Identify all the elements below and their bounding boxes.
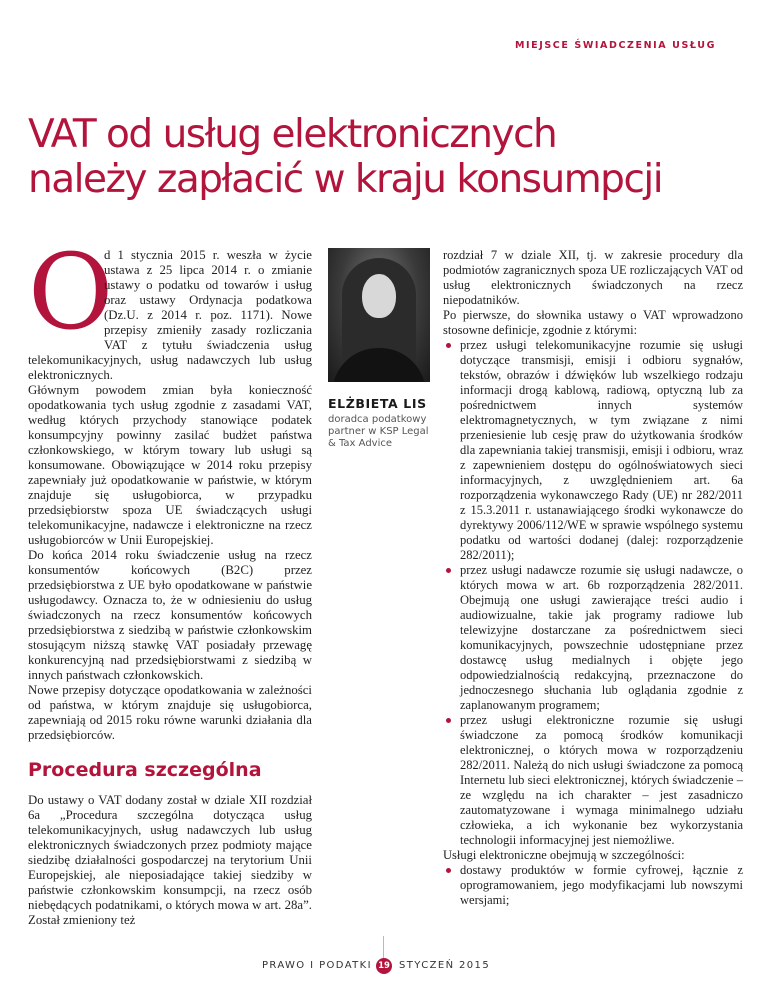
issue-date: STYCZEŃ 2015: [399, 960, 491, 971]
author-photo: [328, 248, 430, 382]
author-role-line: & Tax Advice: [328, 438, 393, 449]
article-title: [28, 112, 748, 202]
left-column: [28, 231, 312, 928]
title-line-1: VAT od usług elektronicznych: [28, 112, 557, 157]
author-role: [328, 414, 430, 450]
list-item: przez usługi telekomunikacyjne rozumie się usługi dotyczące transmisji, emisji i odbioru sygnałów, tekstów, obrazów i dźwięków lub wszelkiego rodzaju informacji drogą kablową, radiową, optyczną lub za pośrednictwem innych systemów elektromagnetycznych, w tym związane z nimi przeniesienie lub cesję praw do użytkowania środków dla zapewniania takiej transmisji, emisji i odbioru, wraz z zapewnieniem dostępu do ogólnoświatowych sieci informacyjnych, z uwzględnieniem art. 6a rozporządzenia wykonawczego Rady (UE) nr 282/2011 z 15.3.2011 r. ustanawiającego środki wykonawcze do dyrektywy 2006/112/WE w sprawie wspólnego systemu podatku od wartości dodanej (dalej: rozporządzenie 282/2011);: [443, 338, 743, 563]
services-list: [443, 863, 743, 908]
paragraph: Do końca 2014 roku świadczenie usług na rzecz konsumentów końcowych (B2C) przez przedsiębiorstwa z UE było opodatkowane w państwie usługodawcy. Oznacza to, że w odniesieniu do usług świadczonych na rzecz konsumentów końcowych przedsiębiorstwa z siedzibą w państwie członkowskim stosującym niższą stawkę VAT posiadały przewagę konkurencyjną nad przedsiębiorstwami z siedzibą w innych państwach członkowskich.: [28, 548, 312, 682]
section-label: MIEJSCE ŚWIADCZENIA USŁUG: [514, 40, 716, 51]
paragraph: rozdział 7 w dziale XII, tj. w zakresie procedury dla podmiotów zagranicznych spoza UE rozliczających VAT od usług elektronicznych świadczonych na rzecz niepodatników.: [443, 248, 743, 307]
list-item: przez usługi nadawcze rozumie się usługi nadawcze, o których mowa w art. 6b rozporządzenia 282/2011. Obejmują one usługi zawierające treści audio i audiowizualne, takie jak programy radiowe lub telewizyjne dostarczane za pośrednictwem sieci komunikacyjnych, powszechnie udostępniane przez dostawcę usług medialnych i objęte jego odpowiedzialnością redakcyjną, przeznaczone do jednoczesnego słuchania lub oglądania zgodnie z zaplanowanym programem;: [443, 563, 743, 713]
paragraph: Nowe przepisy dotyczące opodatkowania w zależności od państwa, w którym znajduje się usługobiorca, zapewniają od 2015 roku równe warunki działania dla przedsiębiorców.: [28, 683, 312, 742]
paragraph: Do ustawy o VAT dodany został w dziale XII rozdział 6a „Procedura szczególna dotycząca usług telekomunikacyjnych, usług nadawczych lub usług elektronicznych świadczonych przez podmioty mające siedzibę działalności gospodarczej na terytorium Unii Europejskiej, ale nieposiadające takiej siedziby w państwie członkowskim konsumpcji, na rzecz osób niebędących podatnikami, o których mowa w art. 28a”. Został zmieniony też: [28, 793, 312, 927]
right-column: [443, 248, 743, 908]
author-box: [328, 248, 430, 450]
list-item: przez usługi elektroniczne rozumie się usługi świadczone za pomocą środków komunikacji elektronicznej, o których mowa w rozporządzeniu 282/2011. Należą do nich usługi świadczone za pomocą Internetu lub sieci elektronicznej, których świadczenie – ze względu na ich charakter – jest zasadniczo zautomatyzowane i wymaga minimalnego udziału człowieka, a ich wykonanie bez wykorzystania technologii informacyjnej jest niemożliwe.: [443, 713, 743, 848]
paragraph: d 1 stycznia 2015 r. weszła w życie ustawa z 25 lipca 2014 r. o zmianie ustawy o podatku od towarów i usług oraz ustawy Ordynacja podatkowa (Dz.U. z 2014 r. poz. 1171). Nowe przepisy zmieniły zasady rozliczania VAT z tytułu świadczenia usług telekomunikacyjnych, usług nadawczych lub usług elektronicznych.: [28, 248, 312, 382]
drop-cap: O: [28, 231, 114, 353]
author-role-line: doradca podatkowy: [328, 414, 427, 425]
author-name: ELŻBIETA LIS: [328, 396, 427, 411]
definition-list: [443, 338, 743, 848]
page-number-badge: 19: [376, 958, 392, 974]
paragraph: Po pierwsze, do słownika ustawy o VAT wprowadzono stosowne definicje, zgodnie z którymi:: [443, 308, 743, 337]
magazine-name: PRAWO I PODATKI: [261, 960, 372, 971]
section-heading: Procedura szczególna: [28, 759, 262, 781]
paragraph: Usługi elektroniczne obejmują w szczególności:: [443, 848, 685, 862]
page-footer: [0, 958, 768, 974]
title-line-2: należy zapłacić w kraju konsumpcji: [28, 157, 663, 202]
footer-divider: [383, 936, 384, 960]
author-role-line: partner w KSP Legal: [328, 426, 429, 437]
list-item: dostawy produktów w formie cyfrowej, łącznie z oprogramowaniem, jego modyfikacjami lub nowszymi wersjami;: [443, 863, 743, 908]
paragraph: Głównym powodem zmian była konieczność opodatkowania tych usług zgodnie z zasadami VAT, według których przychody stanowiące podatek konsumpcyjny powinny zasilać budżet państwa członkowskiego, w którym towary lub usługi są konsumowane. Obowiązujące w 2014 roku przepisy zapewniały już opodatkowanie w państwie, w którym znajduje się usługobiorca, w przypadku przedsiębiorstw spoza UE świadczących usługi telekomunikacyjne, nadawcze i elektroniczne na rzecz usługobiorców w Unii Europejskiej.: [28, 383, 312, 547]
